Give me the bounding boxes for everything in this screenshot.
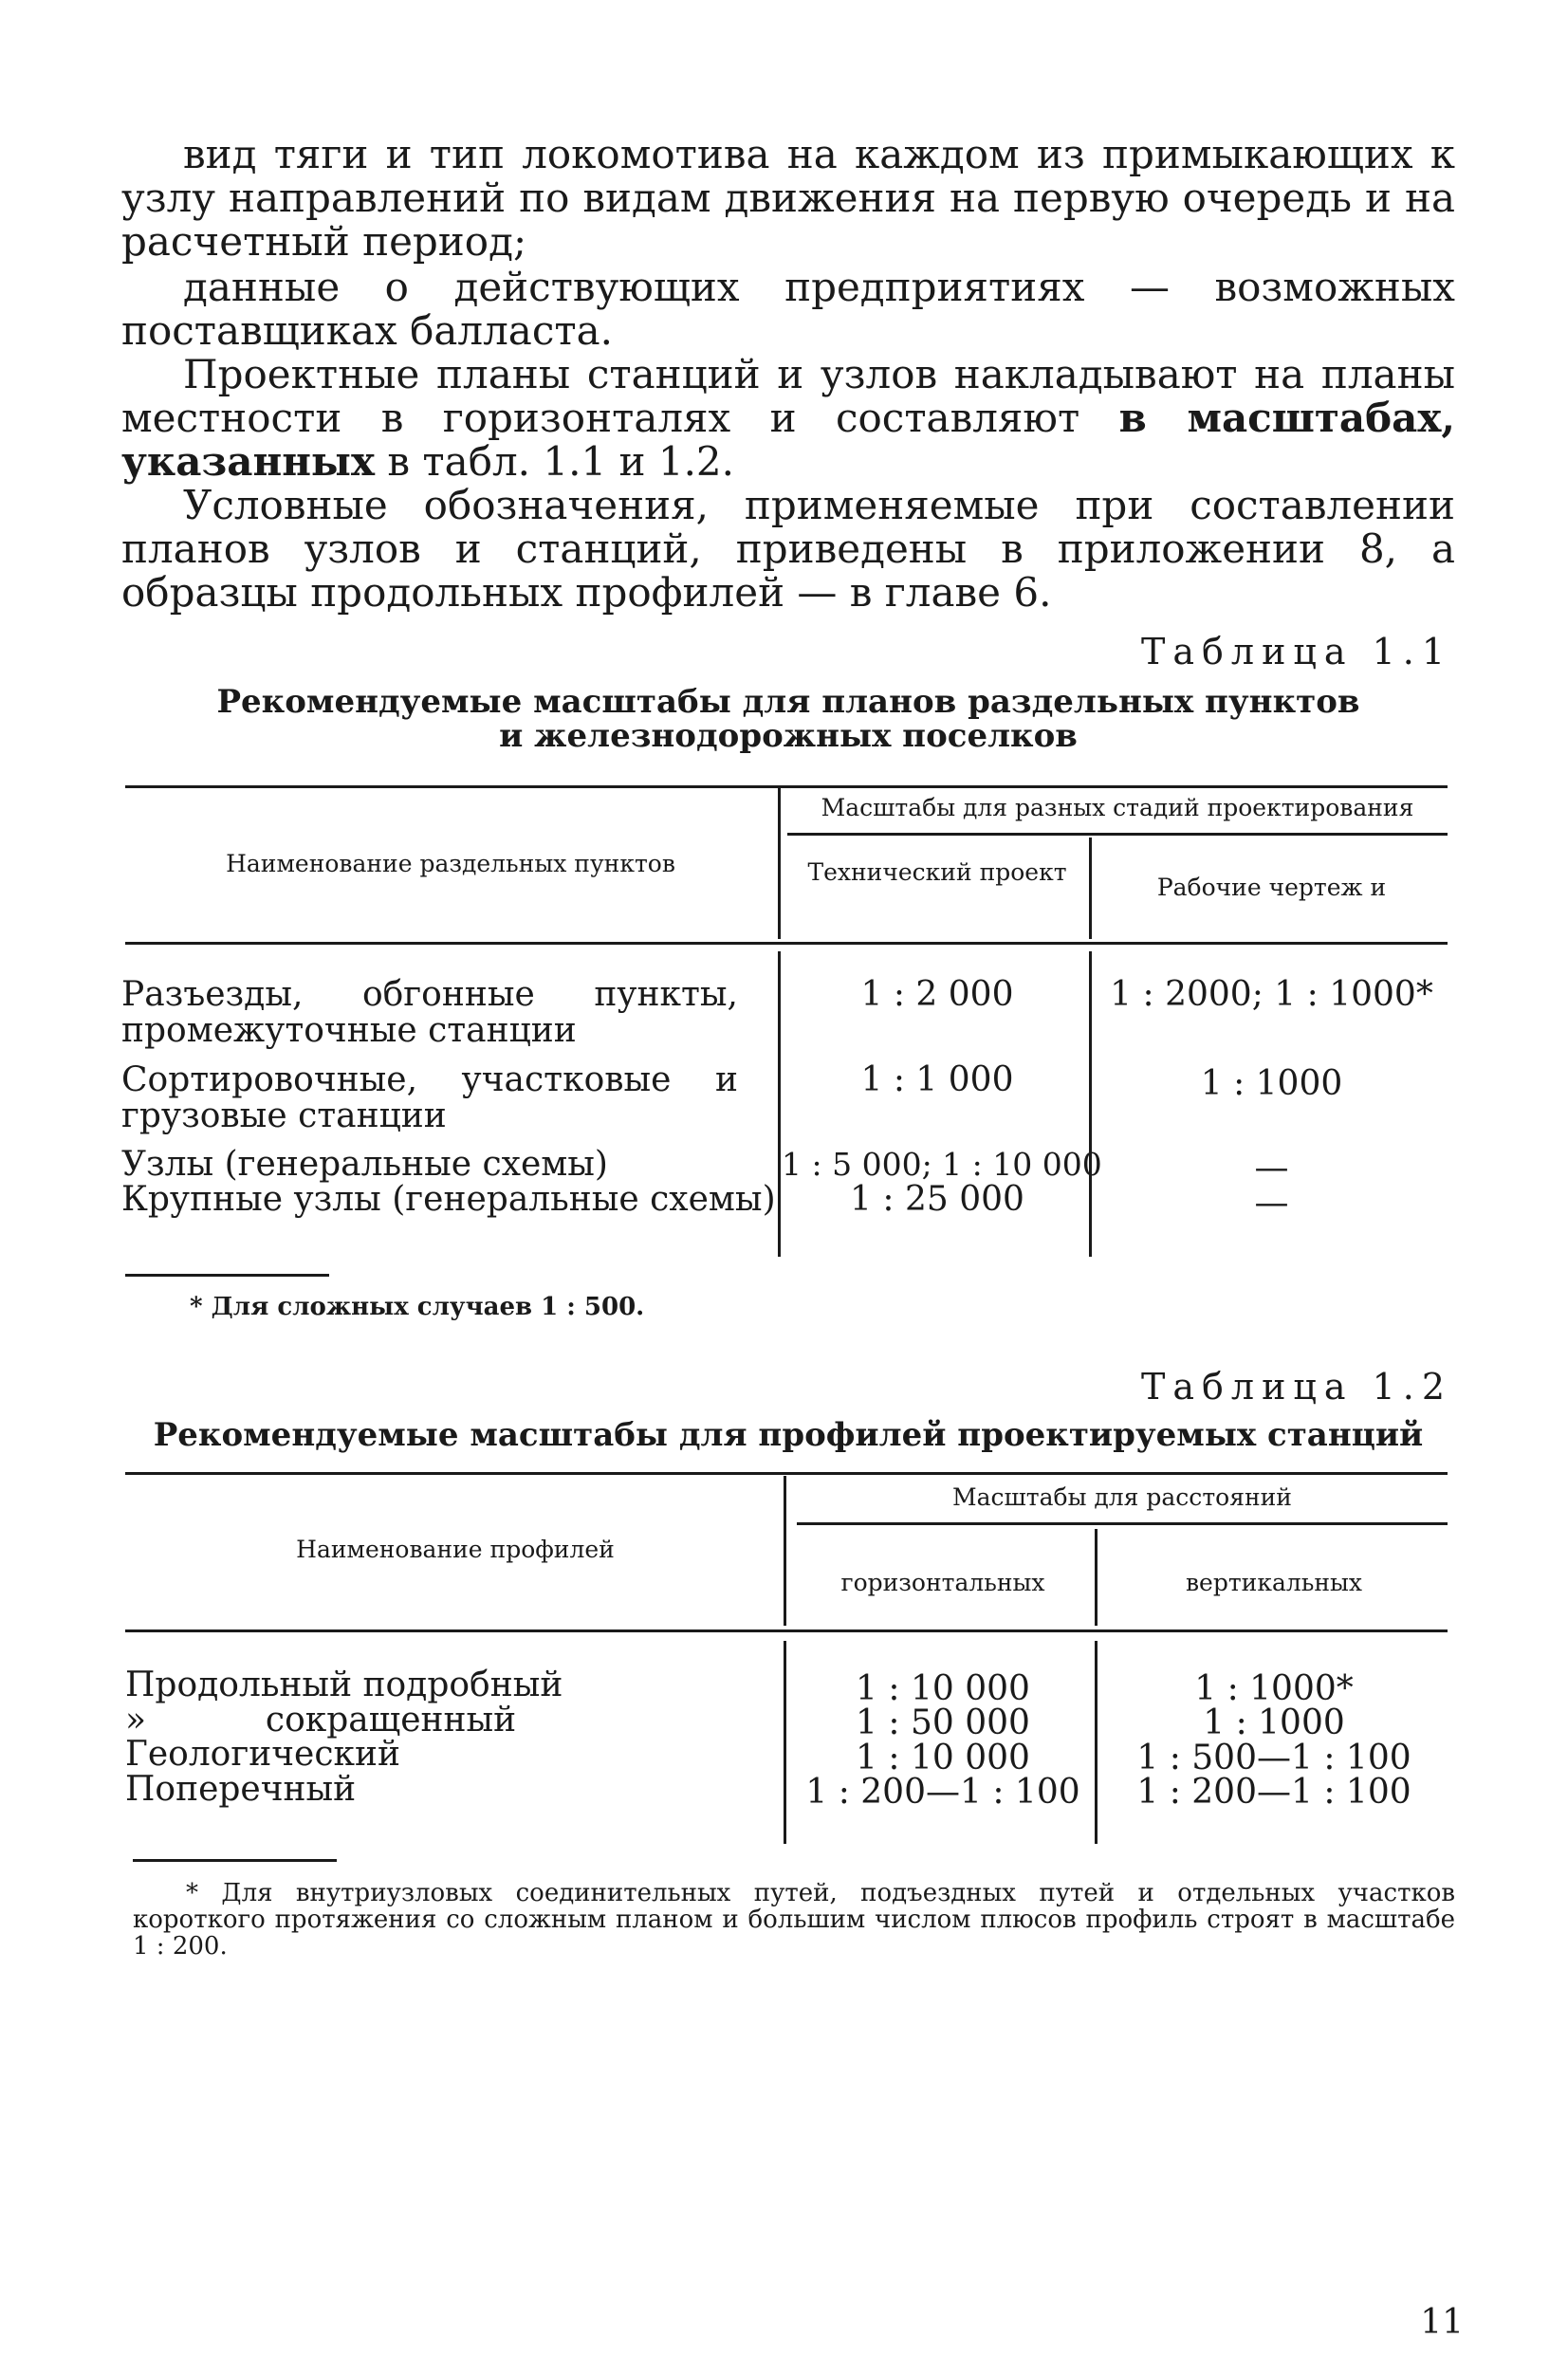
- table2-header-group: Масштабы для расстояний: [952, 1483, 1292, 1511]
- table2-row1-horizontal: 1 : 10 000: [856, 1669, 1030, 1708]
- table1-top-rule: [125, 785, 1448, 788]
- table1-header-technical: Технический проект: [807, 858, 1067, 886]
- table1-title-line2: и железнодорожных поселков: [499, 717, 1078, 755]
- table2-body-subdivider: [1095, 1641, 1098, 1844]
- table2-row4-vertical: 1 : 200—1 : 100: [1136, 1773, 1411, 1812]
- paragraph-ballast: данные о действующих предприятиях — возможных поставщиках балласта.: [121, 264, 1455, 354]
- table1-label: Таблица 1.1: [1141, 631, 1452, 672]
- paragraph-symbols: Условные обозначения, применяемые при составлении планов узлов и станций, приведены в приложении 8, а образцы продольных профилей — в главе 6.: [121, 482, 1455, 616]
- table1-row4-technical: 1 : 25 000: [850, 1180, 1024, 1219]
- table1-row3-technical: 1 : 5 000; 1 : 10 000: [782, 1146, 1102, 1183]
- table2-header-rule: [125, 1629, 1448, 1632]
- table2-footnote: * Для внутриузловых соединительных путей, подъездных путей и отдельных участков короткого протяжения со сложным планом и большим числом плюсов профиль строят в масштабе 1 : 200.: [133, 1879, 1455, 1961]
- table2-row4-name: Поперечный: [125, 1770, 357, 1809]
- paragraph-plans-bold: в масштабах, указанных: [121, 395, 1456, 485]
- table1-footnote-rule: [125, 1274, 329, 1277]
- table1-header-name: Наименование раздельных пунктов: [226, 850, 675, 877]
- table1-header-subdivider: [1089, 838, 1092, 939]
- table2-header-name: Наименование профилей: [296, 1536, 615, 1563]
- table1-header-rule: [125, 942, 1448, 945]
- table1-header-divider: [778, 787, 781, 939]
- table2-header-horizontal: горизонтальных: [840, 1569, 1045, 1596]
- paragraph-plans-start: Проектные планы станций и узлов накладывают на планы местности в горизонталях и составляют: [121, 351, 1455, 441]
- paragraph-plans: [121, 353, 1455, 484]
- table1-row1-name: Разъезды, обгонные пункты, промежуточные станции: [121, 975, 738, 1050]
- table2-row3-vertical: 1 : 500—1 : 100: [1136, 1739, 1411, 1777]
- table1-row2-name: Сортировочные, участковые и грузовые станции: [121, 1060, 738, 1135]
- table1-row2-technical: 1 : 1 000: [860, 1060, 1014, 1099]
- table2-header-vertical: вертикальных: [1185, 1569, 1363, 1596]
- table2-row3-horizontal: 1 : 10 000: [856, 1739, 1030, 1777]
- table2-row2-horizontal: 1 : 50 000: [856, 1703, 1030, 1742]
- table2-header-subdivider: [1095, 1529, 1098, 1626]
- table2-row1-name: Продольный подробный: [125, 1666, 563, 1704]
- table1-row4-working: —: [1254, 1184, 1289, 1223]
- table2-row3-name: Геологический: [125, 1735, 400, 1774]
- table2-row1-vertical: 1 : 1000*: [1194, 1669, 1354, 1708]
- table1-row1-technical: 1 : 2 000: [860, 975, 1014, 1014]
- table2-footnote-rule: [133, 1859, 337, 1862]
- table1-row2-working: 1 : 1000: [1200, 1064, 1343, 1103]
- table1-header-working: Рабочие чертеж и: [1156, 874, 1387, 901]
- table2-row4-horizontal: 1 : 200—1 : 100: [805, 1773, 1080, 1812]
- table2-row2-vertical: 1 : 1000: [1203, 1703, 1345, 1742]
- table1-footnote: * Для сложных случаев 1 : 500.: [190, 1293, 645, 1321]
- table1-row3-name: Узлы (генеральные схемы): [121, 1145, 608, 1184]
- table1-row1-working: 1 : 2000; 1 : 1000*: [1110, 975, 1433, 1014]
- table1-row4-name: Крупные узлы (генеральные схемы): [121, 1180, 776, 1219]
- table1-header-group: Масштабы для разных стадий проектирования: [821, 794, 1414, 821]
- table1-row3-working: —: [1254, 1149, 1289, 1188]
- paragraph-traction: вид тяги и тип локомотива на каждом из примыкающих к узлу направлений по видам движения на первую очередь и на расчетный период;: [121, 131, 1455, 265]
- table2-title: Рекомендуемые масштабы для профилей проектируемых станций: [153, 1416, 1424, 1454]
- table2-top-rule: [125, 1472, 1448, 1475]
- table2-body-divider: [784, 1641, 786, 1844]
- paragraph-plans-end: в табл. 1.1 и 1.2.: [375, 438, 735, 485]
- table2-row2-name: » сокращенный: [125, 1701, 517, 1740]
- table1-group-rule: [787, 833, 1448, 836]
- table2-label: Таблица 1.2: [1141, 1366, 1452, 1408]
- table1-title-line1: Рекомендуемые масштабы для планов раздельных пунктов: [216, 683, 1360, 721]
- table2-header-divider: [784, 1476, 786, 1626]
- table2-group-rule: [797, 1522, 1448, 1525]
- page-number: 11: [1420, 2303, 1464, 2342]
- table1-body-subdivider: [1089, 951, 1092, 1257]
